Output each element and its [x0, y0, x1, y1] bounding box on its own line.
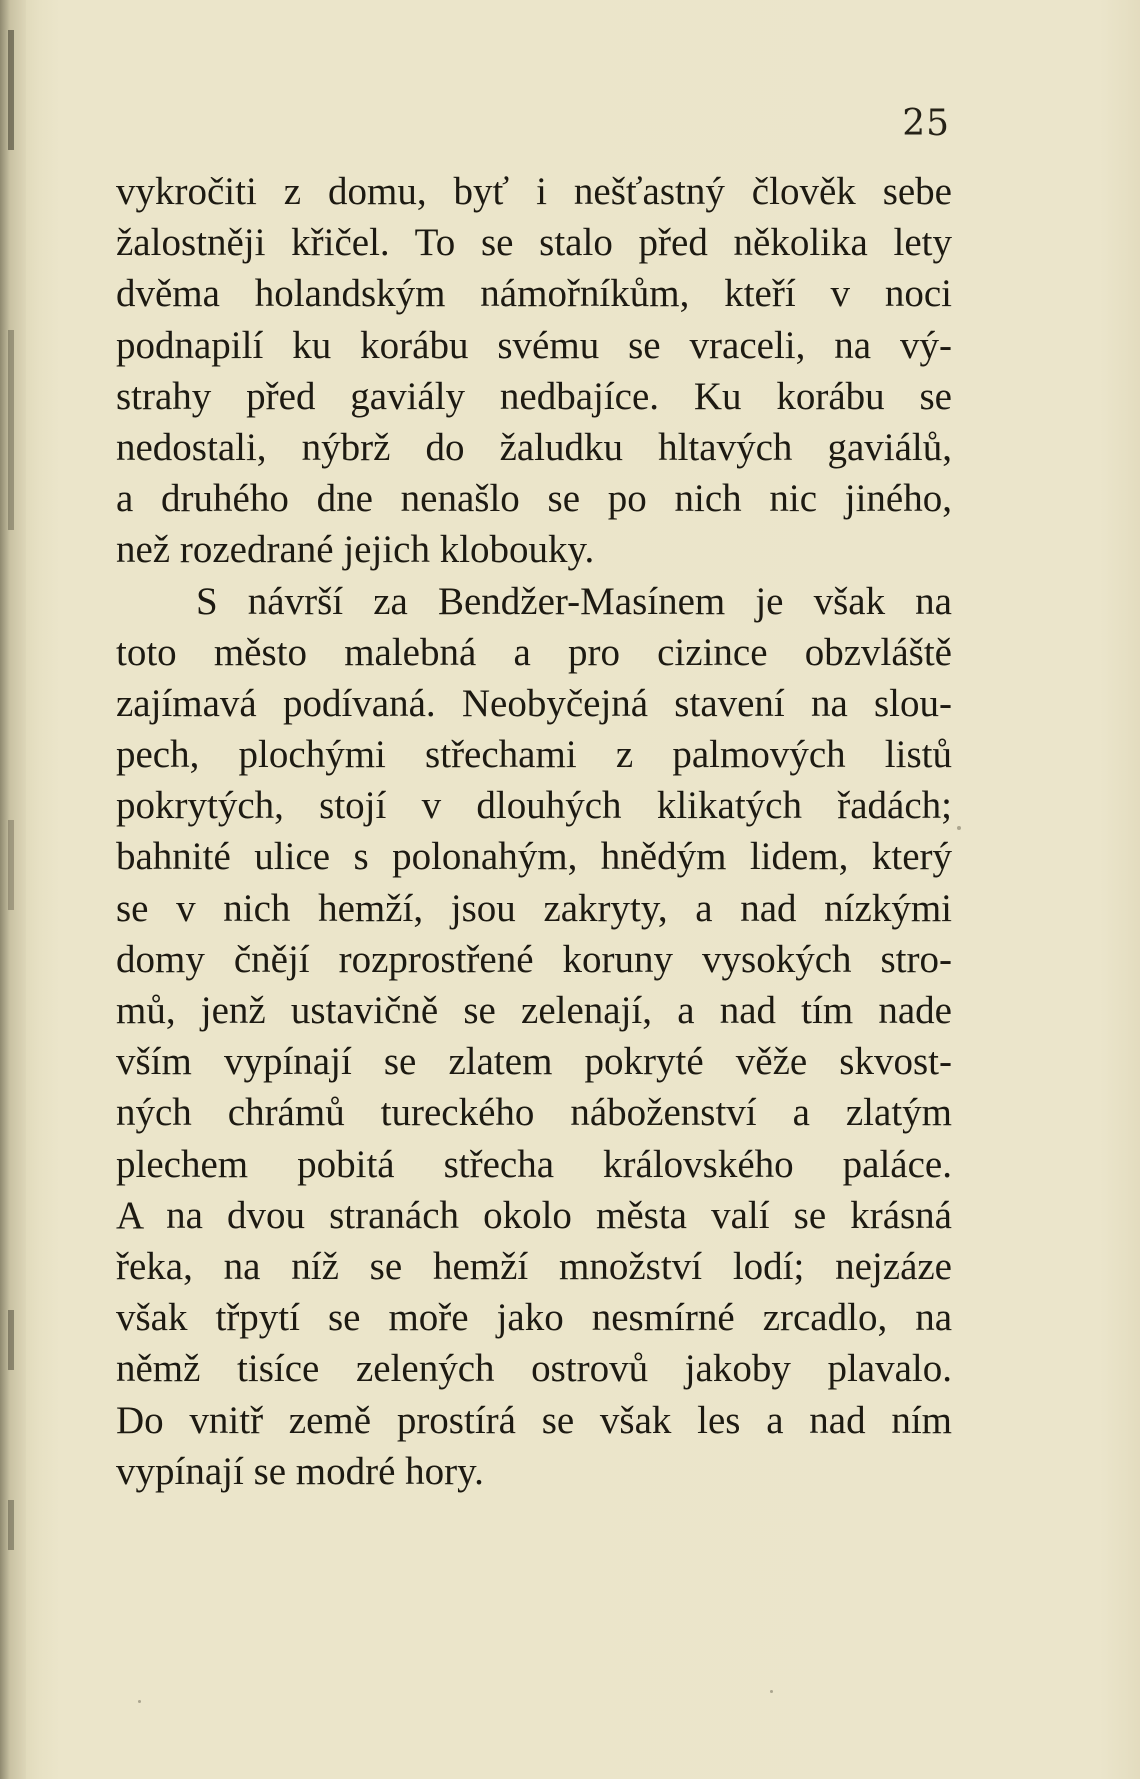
text-line: nedostali, nýbrž do žaludku hltavých gaviálů,	[116, 425, 952, 469]
body-text	[116, 166, 952, 1497]
spine-mark	[8, 330, 14, 530]
text-line: bahnité ulice s polonahým, hnědým lidem, který	[116, 835, 952, 879]
text-line: domy čnějí rozprostřené koruny vysokých stro-	[116, 937, 952, 981]
paper-speck	[770, 1690, 773, 1693]
text-line: řeka, na níž se hemží množství lodí; nejzáze	[116, 1244, 952, 1288]
text-line: plechem pobitá střecha královského paláce.	[116, 1142, 952, 1186]
text-line: strahy před gaviály nedbajíce. Ku korábu se	[116, 374, 952, 418]
text-line: vykročiti z domu, byť i nešťastný člověk sebe	[116, 170, 952, 213]
text-line: dvěma holandským námořníkům, kteří v noci	[116, 272, 952, 316]
text-line: pech, plochými střechami z palmových listů	[116, 733, 952, 777]
text-line: pokrytých, stojí v dlouhých klikatých řadách;	[116, 784, 952, 828]
text-line: S návrší za Bendžer-Masínem je však na	[196, 579, 952, 623]
text-line: A na dvou stranách okolo města valí se krásná	[116, 1193, 952, 1237]
text-line: ných chrámů tureckého náboženství a zlatým	[116, 1091, 952, 1135]
text-line: však třpytí se moře jako nesmírné zrcadlo, na	[116, 1296, 952, 1340]
text-line: zajímavá podívaná. Neobyčejná stavení na slou-	[116, 681, 952, 725]
text-line: vypínají se modré hory.	[116, 1449, 484, 1493]
text-line: vším vypínají se zlatem pokryté věže skvost-	[116, 1040, 952, 1084]
text-line: mů, jenž ustavičně se zelenají, a nad tím nade	[116, 989, 952, 1032]
text-line: než rozedrané jejich klobouky.	[116, 528, 595, 572]
text-line: podnapilí ku korábu svému se vraceli, na vý-	[116, 323, 952, 367]
spine-mark	[8, 1500, 14, 1550]
text-line: a druhého dne nenašlo se po nich nic jiného,	[116, 477, 952, 521]
spine-mark	[8, 820, 14, 910]
text-line: žalostněji křičel. To se stalo před několika lety	[116, 221, 952, 265]
paper-speck	[957, 826, 961, 830]
paper-speck	[138, 1700, 141, 1703]
text-line: Do vnitř země prostírá se však les a nad ním	[116, 1398, 952, 1442]
spine-mark	[8, 30, 14, 150]
text-line: se v nich hemží, jsou zakryty, a nad nízkými	[116, 886, 952, 930]
page-number: 25	[902, 103, 950, 144]
text-line: němž tisíce zelených ostrovů jakoby plavalo.	[116, 1347, 952, 1391]
text-line: toto město malebná a pro cizince obzvláště	[116, 630, 952, 674]
spine-mark	[8, 1310, 14, 1370]
